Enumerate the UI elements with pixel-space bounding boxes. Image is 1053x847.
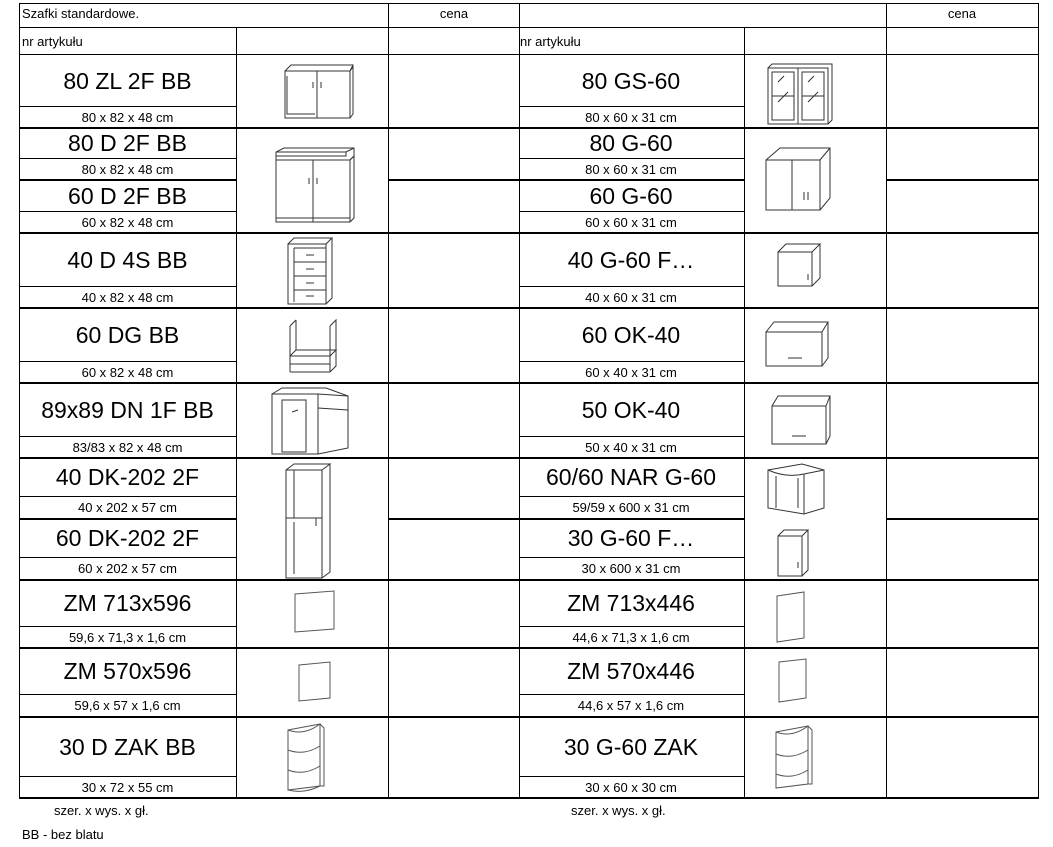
product-name: 80 D 2F BB — [68, 130, 187, 156]
product-dimensions: 80 x 82 x 48 cm — [81, 109, 174, 125]
product-dimensions: 59,6 x 57 x 1,6 cm — [74, 697, 181, 713]
product-name: 30 G-60 ZAK — [563, 733, 699, 760]
product-name: ZM 570x596 — [63, 658, 192, 684]
product-name: ZM 570x446 — [567, 658, 695, 684]
product-dimensions: 30 x 60 x 30 cm — [585, 779, 677, 795]
product-name: 80 G-60 — [589, 130, 673, 156]
product-name: ZM 713x446 — [567, 590, 695, 616]
product-dimensions: 44,6 x 57 x 1,6 cm — [577, 697, 685, 713]
product-name: 60 G-60 — [589, 182, 673, 209]
product-dimensions: 30 x 72 x 55 cm — [81, 779, 174, 795]
product-name: 60 DK-202 2F — [55, 525, 200, 551]
product-name: 89x89 DN 1F BB — [41, 396, 214, 423]
price-column-header-left: cena — [439, 6, 469, 21]
product-name: 80 GS-60 — [581, 67, 681, 94]
product-name: 60/60 NAR G-60 — [545, 463, 717, 490]
product-dimensions: 80 x 60 x 31 cm — [585, 109, 677, 125]
product-dimensions: 83/83 x 82 x 48 cm — [72, 439, 183, 455]
article-number-header-right: nr artykułu — [520, 34, 581, 49]
product-name: 40 D 4S BB — [67, 246, 188, 273]
product-dimensions: 40 x 82 x 48 cm — [81, 289, 174, 305]
product-dimensions: 80 x 60 x 31 cm — [585, 161, 677, 177]
product-dimensions: 80 x 82 x 48 cm — [81, 161, 174, 177]
product-name: 30 D ZAK BB — [59, 733, 196, 760]
product-dimensions: 60 x 60 x 31 cm — [585, 214, 677, 230]
product-dimensions: 44,6 x 71,3 x 1,6 cm — [572, 629, 690, 645]
product-name: 40 G-60 F… — [567, 246, 695, 273]
product-name: ZM 713x596 — [63, 590, 192, 616]
product-dimensions: 60 x 40 x 31 cm — [585, 364, 677, 380]
product-dimensions: 60 x 82 x 48 cm — [81, 214, 174, 230]
product-dimensions: 40 x 202 x 57 cm — [78, 499, 177, 515]
product-dimensions: 60 x 202 x 57 cm — [78, 560, 177, 576]
table-title: Szafki standardowe. — [22, 6, 140, 21]
product-dimensions: 50 x 40 x 31 cm — [585, 439, 677, 455]
footnote-bb: BB - bez blatu — [22, 827, 104, 842]
product-name: 40 DK-202 2F — [55, 463, 200, 490]
dimensions-legend-left: szer. x wys. x gł. — [54, 803, 149, 818]
product-name: 50 OK-40 — [581, 396, 681, 423]
product-dimensions: 40 x 60 x 31 cm — [585, 289, 677, 305]
dimensions-legend-right: szer. x wys. x gł. — [571, 803, 666, 818]
product-name: 60 D 2F BB — [68, 182, 187, 209]
article-number-header-left: nr artykułu — [22, 34, 83, 49]
product-name: 60 DG BB — [75, 321, 180, 348]
product-name: 30 G-60 F… — [567, 525, 695, 551]
product-dimensions: 60 x 82 x 48 cm — [81, 364, 174, 380]
product-dimensions: 30 x 600 x 31 cm — [581, 560, 681, 576]
product-name: 60 OK-40 — [581, 321, 681, 348]
product-dimensions: 59,6 x 71,3 x 1,6 cm — [68, 629, 187, 645]
product-dimensions: 59/59 x 600 x 31 cm — [572, 499, 690, 515]
price-column-header-right: cena — [947, 6, 977, 21]
product-name: 80 ZL 2F BB — [63, 67, 192, 94]
